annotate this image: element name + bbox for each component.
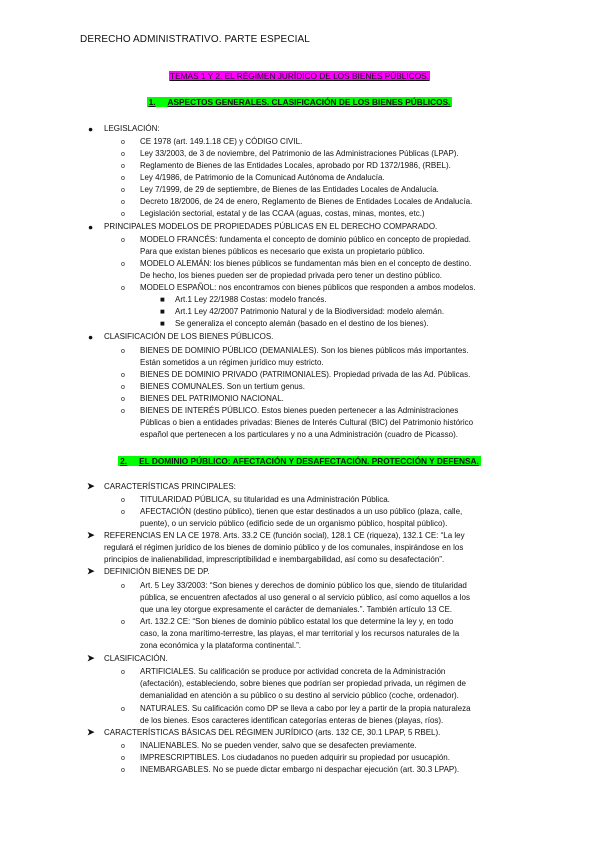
regimen-label: CARACTERÍSTICAS BÁSICAS DEL RÉGIMEN JURÍDICO (arts. 132 CE, 30.1 LPAP, 5 RBEL). <box>104 728 441 737</box>
circle-bullet-icon: o <box>121 237 125 244</box>
art132-line: zona económica y la plataforma continental.”. <box>140 641 301 650</box>
circle-bullet-icon: o <box>121 396 125 403</box>
clasificacion-label: CLASIFICACIÓN DE LOS BIENES PÚBLICOS. <box>104 332 274 341</box>
arrow-bullet-icon: ➤ <box>87 653 95 663</box>
modelo-frances-line: MODELO FRANCÉS: fundamenta el concepto de dominio público en concepto de propiedad. <box>140 235 471 244</box>
afectacion-line: AFECTACIÓN (destino público), tienen que estar destinados a un uso público (plaza, calle, <box>140 507 463 516</box>
page-header: DERECHO ADMINISTRATIVO. PARTE ESPECIAL <box>80 34 310 45</box>
afectacion-line: puente), o un servicio público (edificio sede de un organismo público, hospital público). <box>140 519 448 528</box>
patrimonio-line: BIENES DEL PATRIMONIO NACIONAL. <box>140 394 284 403</box>
circle-bullet-icon: o <box>121 261 125 268</box>
interes-line: español que pertenecen a los particulares y no a una Administración (cuadro de Picasso). <box>140 430 458 439</box>
bullet-icon: ● <box>88 332 94 342</box>
artificiales-line: demanialidad en atención a su público o su destino al servicio público (coche, ordenador). <box>140 691 459 700</box>
art5-line: que una ley otorgue expresamente el carácter de demaniales.”. También artículo 13 CE. <box>140 605 453 614</box>
section-1-title: ASPECTOS GENERALES. CLASIFICACIÓN DE LOS BIENES PÚBLICOS. <box>167 97 451 107</box>
demaniales-line: Están sometidos a un régimen jurídico muy estricto. <box>140 358 324 367</box>
modelo-frances-line: Para que existan bienes públicos es necesario que exista un propietario público. <box>140 247 425 256</box>
circle-bullet-icon: o <box>121 151 125 158</box>
arrow-bullet-icon: ➤ <box>87 481 95 491</box>
regimen-item: INALIENABLES. No se pueden vender, salvo que se desafecten previamente. <box>140 741 417 750</box>
main-title <box>0 70 599 83</box>
art132-line: Art. 132.2 CE: “Son bienes de dominio público estatal los que determine la ley y, en todo <box>140 617 454 626</box>
clasificacion2-label: CLASIFICACIÓN. <box>104 654 168 663</box>
square-bullet-icon: ■ <box>160 307 165 316</box>
privado-line: BIENES DE DOMINIO PRIVADO (PATRIMONIALES). Propiedad privada de las Ad. Públicas. <box>140 370 471 379</box>
section-1-number: 1. <box>148 97 156 107</box>
regimen-item: INEMBARGABLES. No se puede dictar embargo ni despachar ejecución (art. 30.3 LPAP). <box>140 765 460 774</box>
section-2-heading <box>0 455 599 468</box>
circle-bullet-icon: o <box>121 211 125 218</box>
circle-bullet-icon: o <box>121 163 125 170</box>
main-title-text: TEMAS 1 Y 2. EL RÉGIMEN JURÍDICO DE LOS BIENES PÚBLICOS. <box>170 71 429 81</box>
titularidad-line: TITULARIDAD PÚBLICA, su titularidad es una Administración Pública. <box>140 495 390 504</box>
interes-line: Públicas o bien a entidades privadas: Bienes de Interés Cultural (BIC) del Patrimonio histórico <box>140 418 474 427</box>
legislacion-item: Decreto 18/2006, de 24 de enero, Reglamento de Bienes de Entidades Locales de Andalucía. <box>140 197 473 206</box>
legislacion-label: LEGISLACIÓN: <box>104 124 160 133</box>
comunales-line: BIENES COMUNALES. Son un tertium genus. <box>140 382 305 391</box>
circle-bullet-icon: o <box>121 199 125 206</box>
circle-bullet-icon: o <box>121 408 125 415</box>
circle-bullet-icon: o <box>121 497 125 504</box>
square-bullet-icon: ■ <box>160 295 165 304</box>
artificiales-line: ARTIFICIALES. Su calificación se produce por actividad concreta de la Administración <box>140 667 446 676</box>
arrow-bullet-icon: ➤ <box>87 530 95 540</box>
modelo-espanol: MODELO ESPAÑOL: nos encontramos con bienes públicos que responden a ambos modelos. <box>140 283 476 292</box>
referencias-line: principios de inalienabilidad, imprescriptibilidad e inembargabilidad, así como su desafectación”. <box>104 555 445 564</box>
art5-line: Art. 5 Ley 33/2003: “Son bienes y derechos de dominio público los que, siendo de titularidad <box>140 581 467 590</box>
regimen-item: IMPRESCRIPTIBLES. Los ciudadanos no pueden adquirir su propiedad por usucapión. <box>140 753 450 762</box>
section-1-heading <box>0 96 599 109</box>
section-2-title: EL DOMINIO PÚBLICO: AFECTACIÓN Y DESAFECTACIÓN. PROTECCIÓN Y DEFENSA. <box>139 456 479 466</box>
definicion-label: DEFINICIÓN BIENES DE DP. <box>104 567 210 576</box>
legislacion-item: Legislación sectorial, estatal y de las CCAA (aguas, costas, minas, montes, etc.) <box>140 209 425 218</box>
circle-bullet-icon: o <box>121 285 125 292</box>
referencias-line: REFERENCIAS EN LA CE 1978. Arts. 33.2 CE (función social), 128.1 CE (riqueza), 132.1 CE: “La ley <box>104 531 465 540</box>
circle-bullet-icon: o <box>121 384 125 391</box>
art5-line: pública, se encuentren afectados al uso general o al servicio público, así como aquellos a los <box>140 593 470 602</box>
legislacion-item: Ley 4/1986, de Patrimonio de la Comunicad Autónoma de Andalucía. <box>140 173 385 182</box>
circle-bullet-icon: o <box>121 583 125 590</box>
modelo-sub-item: Art.1 Ley 42/2007 Patrimonio Natural y de la Biodiversidad: modelo alemán. <box>175 307 445 316</box>
modelo-aleman-line: De hecho, los bienes pueden ser de propiedad privada pero tener un destino público. <box>140 271 442 280</box>
bullet-icon: ● <box>88 222 94 232</box>
modelo-sub-item: Se generaliza el concepto alemán (basado en el destino de los bienes). <box>175 319 429 328</box>
artificiales-line: (afectación), estableciendo, sobre bienes que podrían ser propiedad privada, un régimen de <box>140 679 466 688</box>
circle-bullet-icon: o <box>121 669 125 676</box>
legislacion-item: CE 1978 (art. 149.1.18 CE) y CÓDIGO CIVIL. <box>140 137 303 146</box>
arrow-bullet-icon: ➤ <box>87 727 95 737</box>
circle-bullet-icon: o <box>121 348 125 355</box>
art132-line: caso, la zona marítimo-terrestre, las playas, el mar territorial y los recursos naturales de la <box>140 629 460 638</box>
modelos-label: PRINCIPALES MODELOS DE PROPIEDADES PÚBLICAS EN EL DERECHO COMPARADO. <box>104 222 438 231</box>
circle-bullet-icon: o <box>121 767 125 774</box>
circle-bullet-icon: o <box>121 509 125 516</box>
modelo-sub-item: Art.1 Ley 22/1988 Costas: modelo francés. <box>175 295 327 304</box>
circle-bullet-icon: o <box>121 619 125 626</box>
circle-bullet-icon: o <box>121 139 125 146</box>
circle-bullet-icon: o <box>121 743 125 750</box>
naturales-line: NATURALES. Su calificación como DP se lleva a cabo por ley a partir de la propia naturaleza <box>140 704 471 713</box>
demaniales-line: BIENES DE DOMINIO PÚBLICO (DEMANIALES). Son los bienes públicos más importantes. <box>140 346 469 355</box>
naturales-line: de los bienes. Esos caracteres identifican categorías enteras de bienes (playas, ríos). <box>140 716 444 725</box>
legislacion-item: Ley 33/2003, de 3 de noviembre, del Patrimonio de las Administraciones Públicas (LPAP). <box>140 149 459 158</box>
section-2-number: 2. <box>120 456 128 466</box>
interes-line: BIENES DE INTERÉS PÚBLICO. Estos bienes pueden pertenecer a las Administraciones <box>140 406 459 415</box>
circle-bullet-icon: o <box>121 372 125 379</box>
circle-bullet-icon: o <box>121 706 125 713</box>
circle-bullet-icon: o <box>121 755 125 762</box>
circle-bullet-icon: o <box>121 175 125 182</box>
circle-bullet-icon: o <box>121 187 125 194</box>
square-bullet-icon: ■ <box>160 319 165 328</box>
referencias-line: regulará el régimen jurídico de los bienes de dominio público y de los comunales, inspirándose en los <box>104 543 464 552</box>
bullet-icon: ● <box>88 124 94 134</box>
arrow-bullet-icon: ➤ <box>87 566 95 576</box>
legislacion-item: Reglamento de Bienes de las Entidades Locales, aprobado por RD 1372/1986, (RBEL). <box>140 161 451 170</box>
caracteristicas-label: CARACTERÍSTICAS PRINCIPALES: <box>104 482 236 491</box>
modelo-aleman-line: MODELO ALEMÁN: los bienes públicos se fundamentan más bien en el concepto de destino. <box>140 259 472 268</box>
legislacion-item: Ley 7/1999, de 29 de septiembre, de Bienes de las Entidades Locales de Andalucía. <box>140 185 439 194</box>
